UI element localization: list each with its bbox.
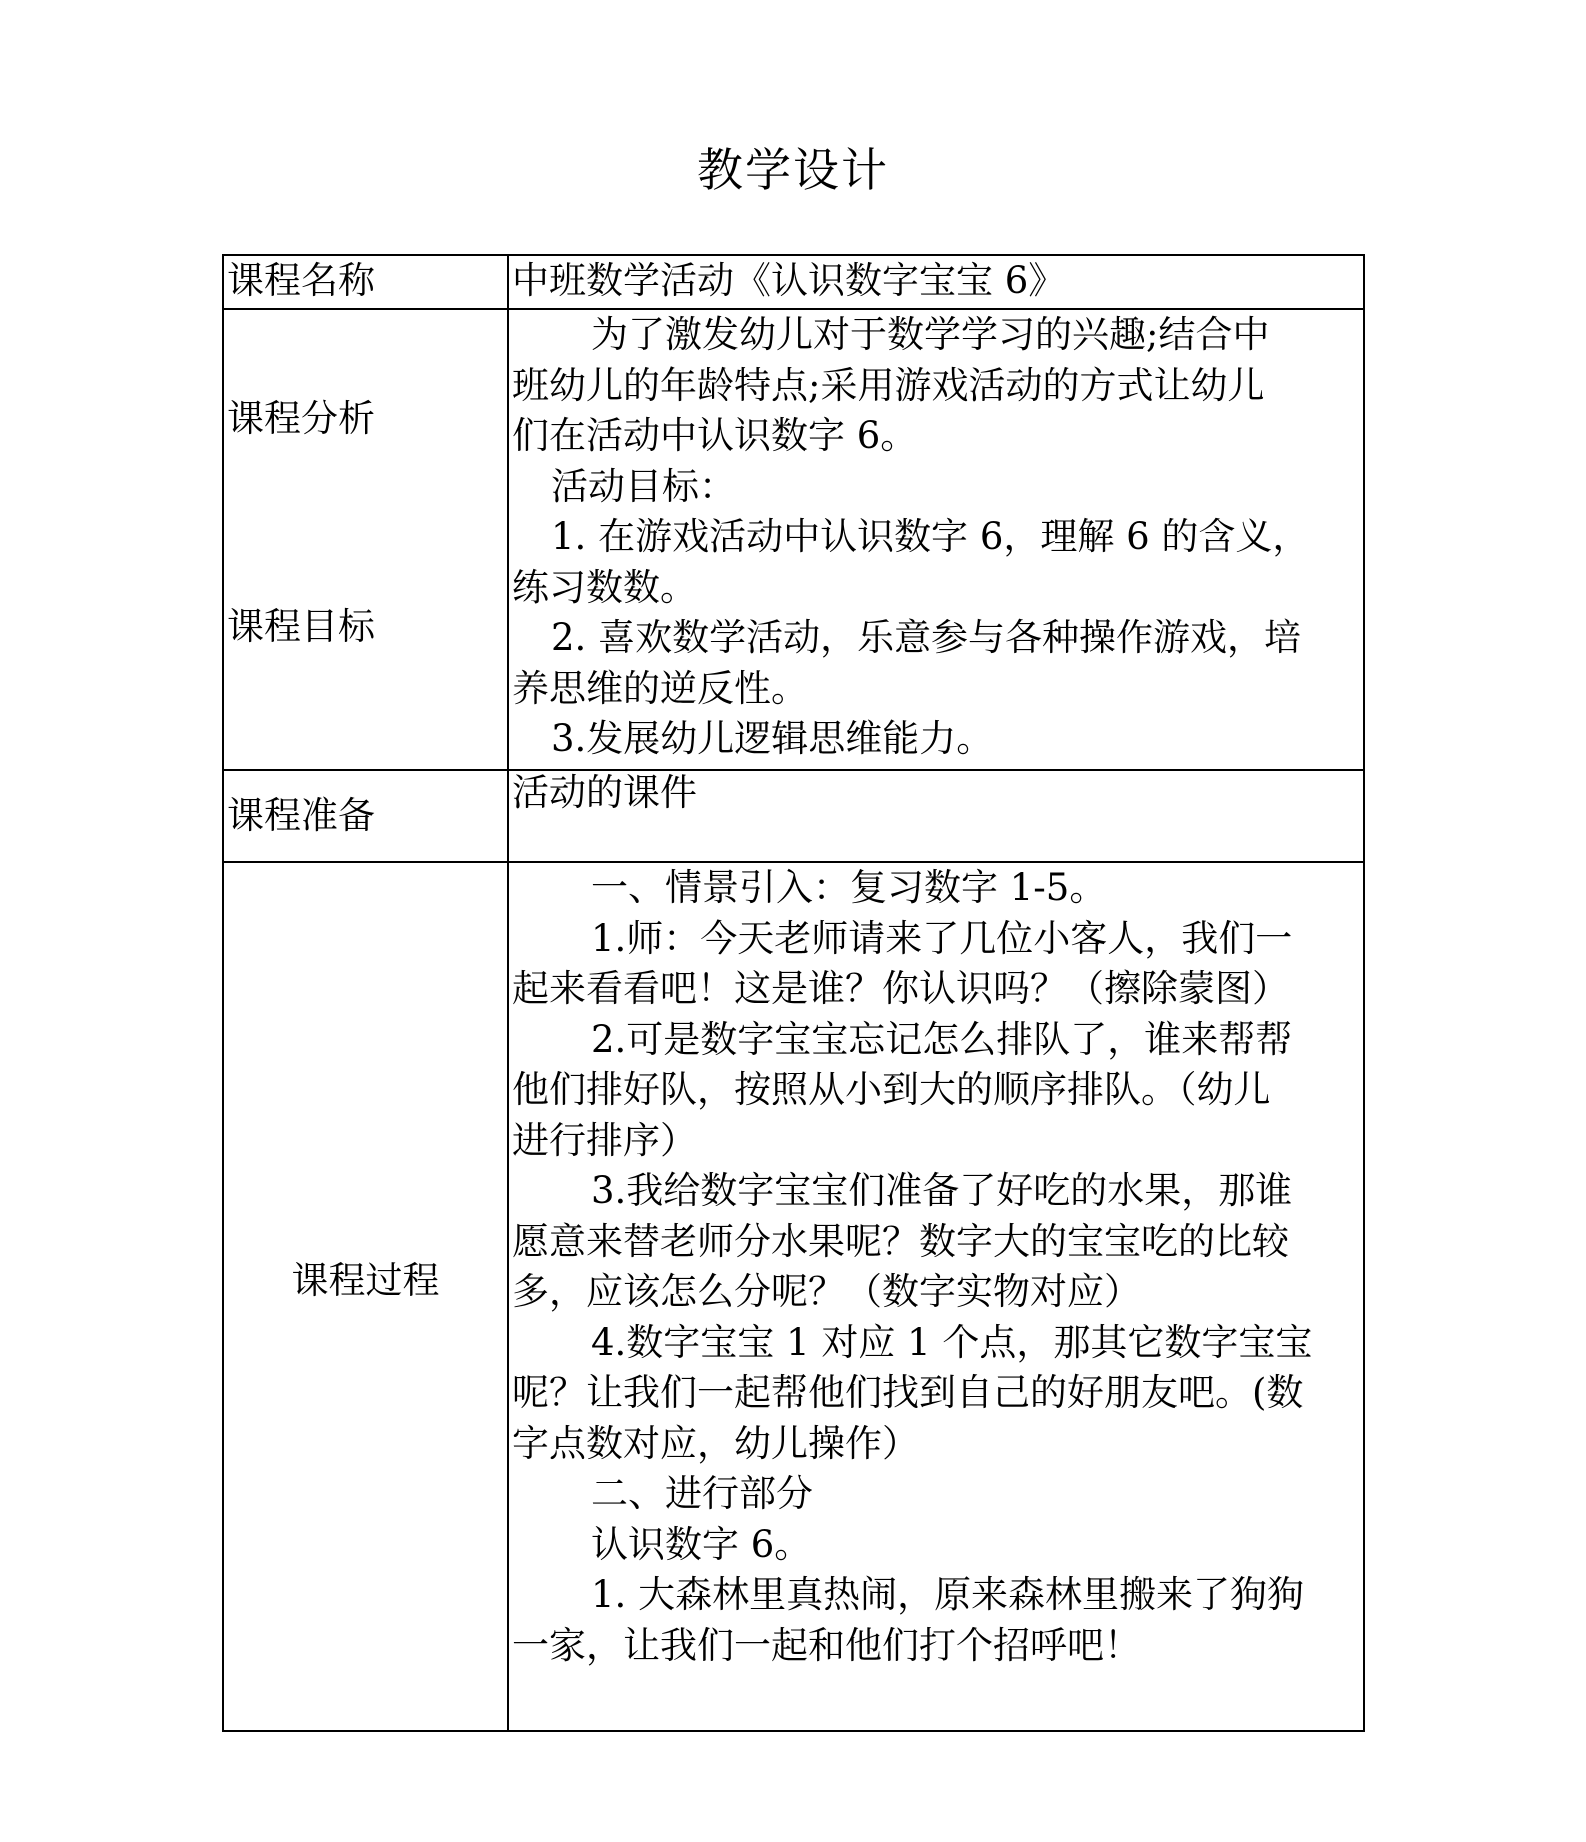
process-line: 字点数对应，幼儿操作）: [512, 1421, 919, 1465]
process-line: 一家，让我们一起和他们打个招呼吧！: [512, 1623, 1141, 1667]
process-line: 1.师：今天老师请来了几位小客人，我们一: [591, 916, 1293, 960]
analysis-line: 们在活动中认识数字 6。: [512, 414, 918, 457]
row-preparation: [224, 771, 1363, 863]
process-line: 认识数字 6。: [591, 1522, 812, 1566]
document-title: 教学设计: [697, 143, 889, 197]
content-cell-process: [509, 863, 1363, 1730]
content-cell-preparation: [509, 771, 1363, 861]
label-course-process: 课程过程: [291, 1259, 440, 1302]
content-cell-analysis-goals: [509, 310, 1363, 769]
goal-item: 1. 在游戏活动中认识数字 6，理解 6 的含义，: [551, 515, 1310, 558]
goals-heading: 活动目标：: [551, 464, 736, 508]
process-line: 进行排序）: [512, 1118, 697, 1162]
goal-item-continued: 养思维的逆反性。: [512, 666, 808, 710]
label-cell-preparation: [224, 771, 509, 861]
analysis-line: 为了激发幼儿对于数学学习的兴趣;结合中: [591, 313, 1270, 356]
goal-item: 2. 喜欢数学活动，乐意参与各种操作游戏，培: [551, 616, 1302, 659]
process-line: 1. 大森林里真热闹，原来森林里搬来了狗狗: [591, 1573, 1305, 1616]
process-line: 多，应该怎么分呢？（数字实物对应）: [512, 1270, 1141, 1313]
process-line: 2.可是数字宝宝忘记怎么排队了，谁来帮帮: [591, 1017, 1293, 1061]
goal-item: 3.发展幼儿逻辑思维能力。: [551, 717, 994, 760]
process-section-heading: 二、进行部分: [591, 1472, 813, 1515]
goal-item-continued: 练习数数。: [512, 565, 697, 609]
process-line: 他们排好队，按照从小到大的顺序排队。（幼儿: [512, 1068, 1271, 1111]
course-name-value: 中班数学活动《认识数字宝宝 6》: [512, 259, 1066, 302]
lesson-plan-table: [222, 254, 1365, 1732]
label-cell-analysis-goals: [224, 310, 509, 769]
analysis-line: 班幼儿的年龄特点;采用游戏活动的方式让幼儿: [512, 363, 1265, 407]
row-process: [224, 863, 1363, 1730]
process-line: 起来看看吧！这是谁？你认识吗？（擦除蒙图）: [512, 967, 1289, 1010]
label-cell-process: [224, 863, 509, 1730]
process-line: 愿意来替老师分水果呢？数字大的宝宝吃的比较: [512, 1219, 1289, 1263]
process-section-heading: 一、情景引入：复习数字 1-5。: [591, 866, 1107, 909]
process-line: 4.数字宝宝 1 对应 1 个点，那其它数字宝宝: [591, 1320, 1313, 1364]
process-line: 呢？让我们一起帮他们找到自己的好朋友吧。(数: [512, 1371, 1304, 1414]
label-course-preparation: 课程准备: [227, 794, 375, 837]
label-course-analysis: 课程分析: [227, 397, 375, 440]
row-analysis-goals: [224, 310, 1363, 771]
label-course-name: 课程名称: [227, 259, 375, 302]
label-course-goals: 课程目标: [227, 605, 375, 648]
process-line: 3.我给数字宝宝们准备了好吃的水果，那谁: [591, 1169, 1293, 1212]
label-cell-course-name: [224, 256, 509, 308]
preparation-value: 活动的课件: [512, 771, 697, 814]
content-cell-course-name: [509, 256, 1363, 308]
row-course-name: [224, 256, 1363, 310]
